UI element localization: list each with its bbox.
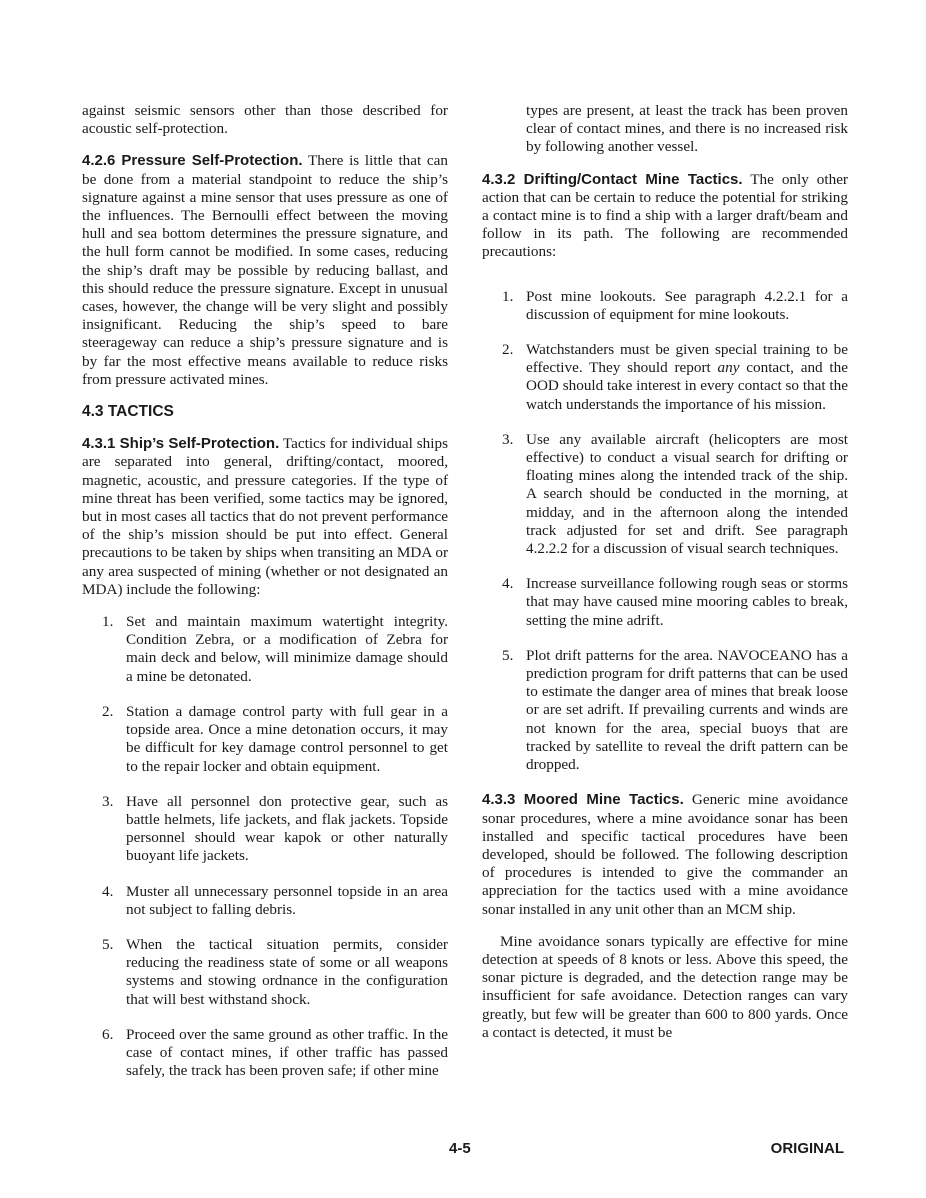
section-body: There is little that can be done from a material standpoint to reduce the ship’s signature against a mine sensor that uses pressure as one of the influences. The Bernoulli effect between the moving hull and sea bottom determines the pressure signature, and the hull form cannot be modified. In some cases, reducing the ship’s draft may be possible by reducing ballast, and this should reduce the pressure signature. Except in unusual cases, however, the change will be very slight and possibly insignificant. Reducing the ship’s speed to bare steerageway can reduce a ship’s pressure signature and is by far the most effective means available to reduce risks from pressure activated mines. bbox=[82, 152, 448, 388]
list-item bbox=[482, 647, 848, 774]
list-text-emphasis: any bbox=[717, 359, 740, 377]
list-text: Post mine lookouts. See paragraph 4.2.2.1 for a discussion of equipment for mine lookouts. bbox=[526, 287, 848, 323]
list-number: 5. bbox=[502, 646, 514, 664]
list-number: 3. bbox=[102, 792, 114, 810]
list-item bbox=[82, 936, 448, 1009]
section-heading: 4.2.6 Pressure Self-Protection. bbox=[82, 152, 303, 170]
list-number: 4. bbox=[502, 575, 514, 593]
list-item bbox=[82, 703, 448, 776]
list-text: Plot drift patterns for the area. NAVOCEANO has a prediction program for drift patterns that can be used to estimate the danger area of mines that break loose or are set adrift. If prevailing currents and winds are not known for the area, special buoys that are tracked by satellite to reveal the drift pattern can be dropped. bbox=[526, 646, 848, 774]
list-number: 6. bbox=[102, 1025, 114, 1043]
list-number: 2. bbox=[102, 702, 114, 720]
section-4-3-2 bbox=[482, 171, 848, 262]
continuation-list-text: types are present, at least the track has been proven clear of contact mines, and there is no increased risk by following another vessel. bbox=[526, 102, 848, 156]
list-item bbox=[82, 613, 448, 686]
list-number: 2. bbox=[502, 341, 514, 359]
section-body: The only other action that can be certain to reduce the potential for striking a contact mine is to find a ship with a larger draft/beam and follow in its path. The following are recommended precautions: bbox=[482, 170, 848, 261]
list-number: 3. bbox=[502, 430, 514, 448]
list-text: Use any available aircraft (helicopters are most effective) to conduct a visual search for drifting or floating mines along the intended track of the ship. A search should be conducted in the morning, at midday, and in the afternoon along the intended track adjusted for set and drift. See paragraph 4.2.2.2 for a discussion of visual search techniques. bbox=[526, 430, 848, 558]
section-heading: 4.3.1 Ship’s Self-Protection. bbox=[82, 435, 280, 453]
section-heading-4-3: 4.3 TACTICS bbox=[82, 403, 174, 421]
list-text: Set and maintain maximum watertight integrity. Condition Zebra, or a modification of Zebra for main deck and below, will minimize damage should a mine be detonated. bbox=[126, 613, 448, 685]
document-status: ORIGINAL bbox=[770, 1140, 844, 1157]
section-4-3-1 bbox=[82, 435, 448, 599]
list-item bbox=[482, 288, 848, 324]
list-text: Muster all unnecessary personnel topside in an area not subject to falling debris. bbox=[126, 882, 448, 918]
list-text: Have all personnel don protective gear, such as battle helmets, life jackets, and flak jackets. Topside personnel should wear kapok or other naturally buoyant life jackets. bbox=[126, 792, 448, 865]
list-text: Increase surveillance following rough seas or storms that may have caused mine mooring cables to break, setting the mine adrift. bbox=[526, 575, 848, 629]
section-heading: 4.3.2 Drifting/Contact Mine Tactics. bbox=[482, 170, 743, 188]
list-item bbox=[482, 431, 848, 558]
section-heading: 4.3.3 Moored Mine Tactics. bbox=[482, 791, 684, 809]
list-number: 1. bbox=[502, 287, 514, 305]
list-text: Proceed over the same ground as other traffic. In the case of contact mines, if other traffic has passed safely, the track has been proven safe; if other mine bbox=[126, 1025, 448, 1080]
section-4-2-6 bbox=[82, 152, 448, 389]
list-item bbox=[482, 341, 848, 414]
left-column bbox=[82, 102, 448, 1097]
section-4-3-3-paragraph-2: Mine avoidance sonars typically are effective for mine detection at speeds of 8 knots or less. Above this speed, the sonar picture is degraded, and the detection range may be insufficient for safe avoidance. Detection ranges can vary greatly, but few will be greater than 600 to 800 yards. Once a contact is detected, it must be bbox=[482, 932, 848, 1041]
continuation-paragraph: against seismic sensors other than those described for acoustic self-protection. bbox=[82, 102, 448, 138]
list-item bbox=[82, 883, 448, 919]
section-body: Tactics for individual ships are separated into general, drifting/contact, moored, magnetic, acoustic, and pressure categories. If the type of mine threat has been verified, some tactics may be ignored, but in most cases all tactics that do not prevent performance of the ship’s mission should be put into effect. General precautions to be taken by ships when transiting an MDA or any area suspected of mining (whether or not designated an MDA) include the following: bbox=[82, 435, 448, 598]
right-column bbox=[482, 102, 848, 1056]
list-number: 1. bbox=[102, 613, 114, 631]
page-number: 4-5 bbox=[449, 1140, 471, 1157]
section-4-3-3 bbox=[482, 791, 848, 918]
list-item bbox=[82, 793, 448, 866]
precautions-list bbox=[82, 613, 448, 1080]
list-number: 5. bbox=[102, 935, 114, 953]
list-text: Station a damage control party with full gear in a topside area. Once a mine detonation occurs, it may be difficult for key damage control personnel to get to the repair locker and obtain equipment. bbox=[126, 702, 448, 775]
section-body: Generic mine avoidance sonar procedures, where a mine avoidance sonar has been installed and specific tactical procedures have been developed, should be followed. The following description of procedures is intended to give the commander an appreciation for the tactics used with a mine avoidance sonar installed in any unit other than an MCM ship. bbox=[482, 791, 848, 918]
list-number: 4. bbox=[102, 882, 114, 900]
list-item bbox=[482, 575, 848, 630]
list-text-before: Watchstanders must be given special training to be effective. They should report bbox=[526, 341, 848, 377]
list-item bbox=[82, 1026, 448, 1081]
drifting-precautions-list bbox=[482, 288, 848, 775]
list-text-after: contact, and the OOD should take interest in every contact so that the watch understands the importance of his mission. bbox=[526, 359, 848, 413]
list-text: When the tactical situation permits, consider reducing the readiness state of some or all weapons systems and stowing ordnance in the configuration that will best withstand shock. bbox=[126, 935, 448, 1008]
